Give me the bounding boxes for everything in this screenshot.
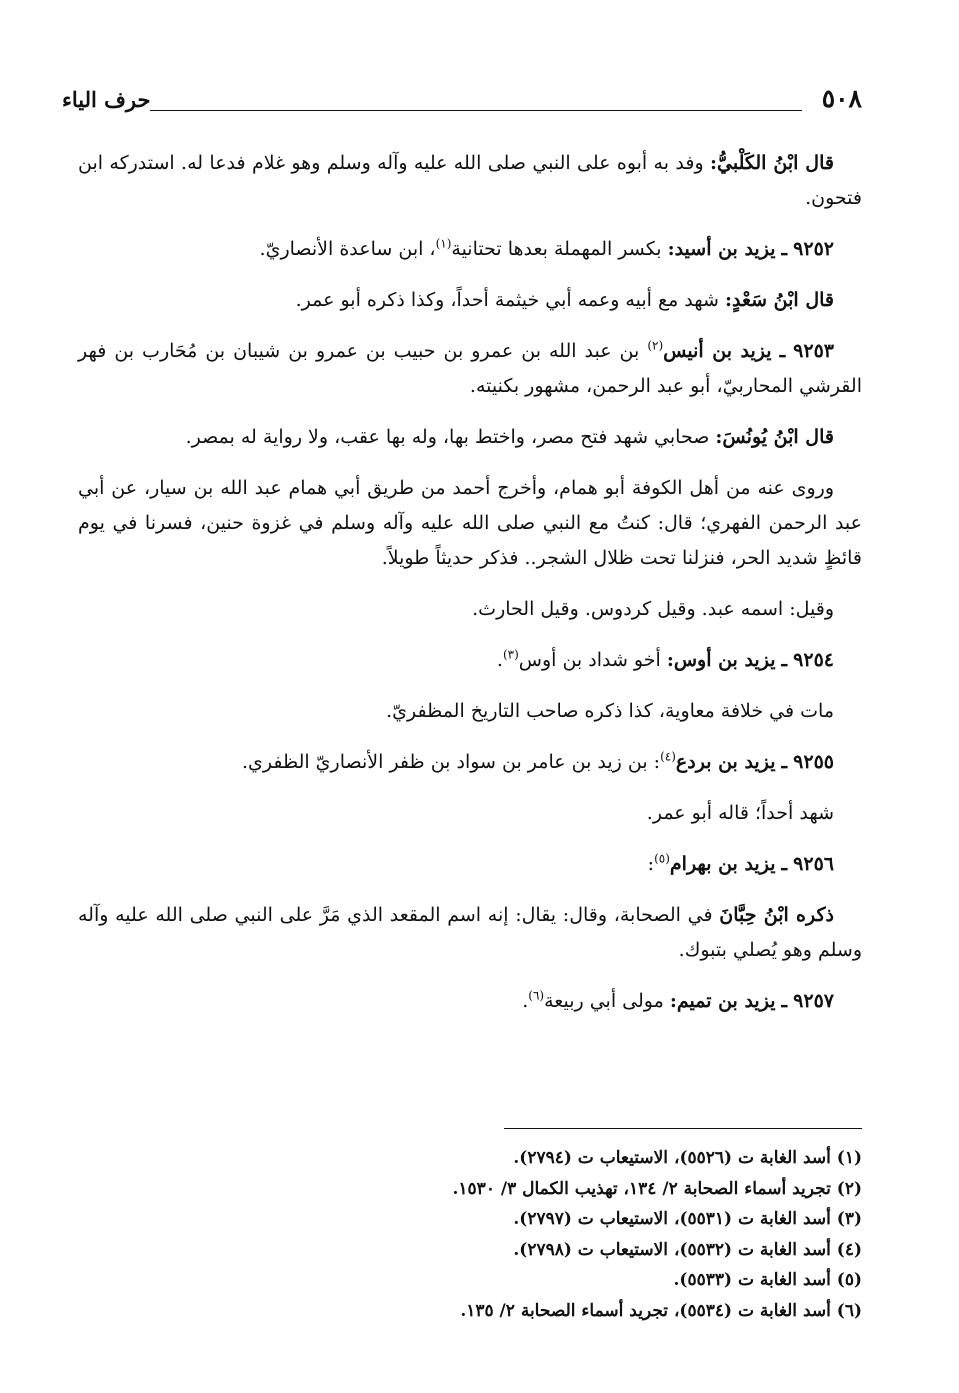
footnote-1: (١) أسد الغابة ت (٥٥٢٦)، الاستيعاب ت (٢٧٩٤). <box>513 1148 862 1168</box>
entry-name: يزيد بن أوس: <box>666 649 776 671</box>
header-rule <box>150 110 802 111</box>
paragraph: وقيل: اسمه عبد. وقيل كردوس. وقيل الحارث. <box>472 598 834 620</box>
entry-number: ٩٢٥٤ <box>793 649 834 671</box>
entry-name: يزيد بن تميم: <box>669 990 776 1012</box>
entry-9253: ٩٢٥٣ ـ يزيد بن أنيس$^{(٢)}$ بن عبد الله بن عمرو بن حبيب بن عمرو بن شيبان بن مُحَارب بن فهر القرشي المحاربيّ، أبو عبد الرحمن، مشهور بكنيته. <box>78 338 862 397</box>
entry-text: بن عبد الله بن عمرو بن حبيب بن عمرو بن شيبان بن مُحَارب بن فهر القرشي المحاربيّ، أبو عبد الرحمن، مشهور بكنيته. <box>78 340 862 397</box>
entry-text: ، ابن ساعدة الأنصاريّ. <box>259 238 436 260</box>
paragraph <box>78 283 862 318</box>
entry-name: يزيد بن بردع <box>675 751 776 773</box>
footnote-rule <box>504 1128 862 1129</box>
entry-name: يزيد بن أسيد: <box>667 238 776 260</box>
entry-text: مولى أبي ربيعة <box>544 990 664 1012</box>
paragraph-text: صحابي شهد فتح مصر، واختط بها، وله بها عقب، ولا رواية له بمصر. <box>185 426 710 448</box>
paragraph: وروى عنه من أهل الكوفة أبو همام، وأخرج أحمد من طريق أبي همام عبد الله بن سيار، عن أبي عبد الرحمن الفهري؛ قال: كنتُ مع النبي صلى الله عليه وآله وسلم في غزوة حنين، فسرنا في يوم قائظٍ شديد الحر، فنزلنا تحت ظلال الشجر.. فذكر حديثاً طويلاً. <box>78 477 862 569</box>
footnote-marker[interactable]: (٤) <box>660 749 676 764</box>
source-name: قال ابْنُ الكَلْبيُّ: <box>709 152 834 174</box>
source-name: قال ابْنُ سَعْدٍ: <box>724 289 834 311</box>
entry-9252: ٩٢٥٢ ـ يزيد بن أسيد: بكسر المهملة بعدها تحتانية$^{(١)}$، ابن ساعدة الأنصاريّ. <box>259 236 834 260</box>
footnote-marker[interactable]: (٣) <box>502 647 519 662</box>
entry-name: يزيد بن أنيس <box>663 340 772 362</box>
footnote-2: (٢) تجريد أسماء الصحابة ٢/ ١٣٤، تهذيب الكمال ٣/ ١٥٣٠. <box>452 1178 862 1199</box>
paragraph-text: في الصحابة، وقال: يقال: إنه اسم المقعد الذي مَرَّ على النبي صلى الله عليه وآله وسلم وهو يُصلي بتبوك. <box>78 904 862 961</box>
footnote-marker[interactable]: (٢) <box>647 338 664 353</box>
footnote-marker[interactable]: (٦) <box>528 988 545 1003</box>
entry-text: : <box>647 853 655 875</box>
entry-end: . <box>522 990 529 1012</box>
page-number: ٥٠٨ <box>821 84 862 113</box>
entry-9257: ٩٢٥٧ ـ يزيد بن تميم: مولى أبي ربيعة$^{(٦)}$. <box>522 988 834 1012</box>
page-header <box>62 84 862 118</box>
footnote-6: (٦) أسد الغابة ت (٥٥٣٤)، تجريد أسماء الصحابة ٢/ ١٣٥. <box>460 1300 862 1321</box>
entry-number: ٩٢٥٦ <box>793 853 834 875</box>
paragraph <box>78 898 862 968</box>
source-name: ذكره ابْنُ حِبَّانَ <box>719 904 834 926</box>
paragraph: شهد أحداً؛ قاله أبو عمر. <box>646 802 834 824</box>
source-name: قال ابْنُ يُونُسَ: <box>715 426 834 448</box>
main-text <box>78 146 862 1035</box>
entry-number: ٩٢٥٣ <box>793 340 834 362</box>
entry-9254: ٩٢٥٤ ـ يزيد بن أوس: أخو شداد بن أوس$^{(٣)}$. <box>496 647 834 671</box>
entry-text: : بن زيد بن عامر بن سواد بن ظفر الأنصاريّ الظفري. <box>241 751 661 773</box>
entry-name: يزيد بن بهرام <box>669 853 776 875</box>
footnote-marker[interactable]: (٥) <box>654 851 670 866</box>
entry-9256: ٩٢٥٦ ـ يزيد بن بهرام$^{(٥)}$: <box>647 851 834 875</box>
entry-number: ٩٢٥٥ <box>793 751 834 773</box>
paragraph: مات في خلافة معاوية، كذا ذكره صاحب التاريخ المظفريّ. <box>386 700 834 722</box>
entry-9255: ٩٢٥٥ ـ يزيد بن بردع$^{(٤)}$: بن زيد بن عامر بن سواد بن ظفر الأنصاريّ الظفري. <box>241 749 834 773</box>
paragraph-text: شهد مع أبيه وعمه أبي خيثمة أحداً، وكذا ذكره أبو عمر. <box>295 289 719 311</box>
paragraph <box>78 420 862 455</box>
entry-text: أخو شداد بن أوس <box>518 649 661 671</box>
footnote-3: (٣) أسد الغابة ت (٥٥٣١)، الاستيعاب ت (٢٧٩٧). <box>513 1209 862 1229</box>
running-title: حرف الياء <box>62 87 151 112</box>
footnote-marker[interactable]: (١) <box>435 236 452 251</box>
paragraph-text: وفد به أبوه على النبي صلى الله عليه وآله وسلم وهو غلام فدعا له. استدركه ابن فتحون. <box>78 152 862 209</box>
entry-number: ٩٢٥٢ <box>793 238 834 260</box>
footnote-4: (٤) أسد الغابة ت (٥٥٣٢)، الاستيعاب ت (٢٧٩٨). <box>513 1239 862 1260</box>
paragraph <box>78 146 862 216</box>
entry-text: بكسر المهملة بعدها تحتانية <box>451 238 662 260</box>
entry-number: ٩٢٥٧ <box>793 990 834 1012</box>
footnotes <box>162 1143 862 1326</box>
entry-end: . <box>496 649 503 671</box>
footnote-5: (٥) أسد الغابة ت (٥٥٣٣). <box>673 1270 862 1290</box>
